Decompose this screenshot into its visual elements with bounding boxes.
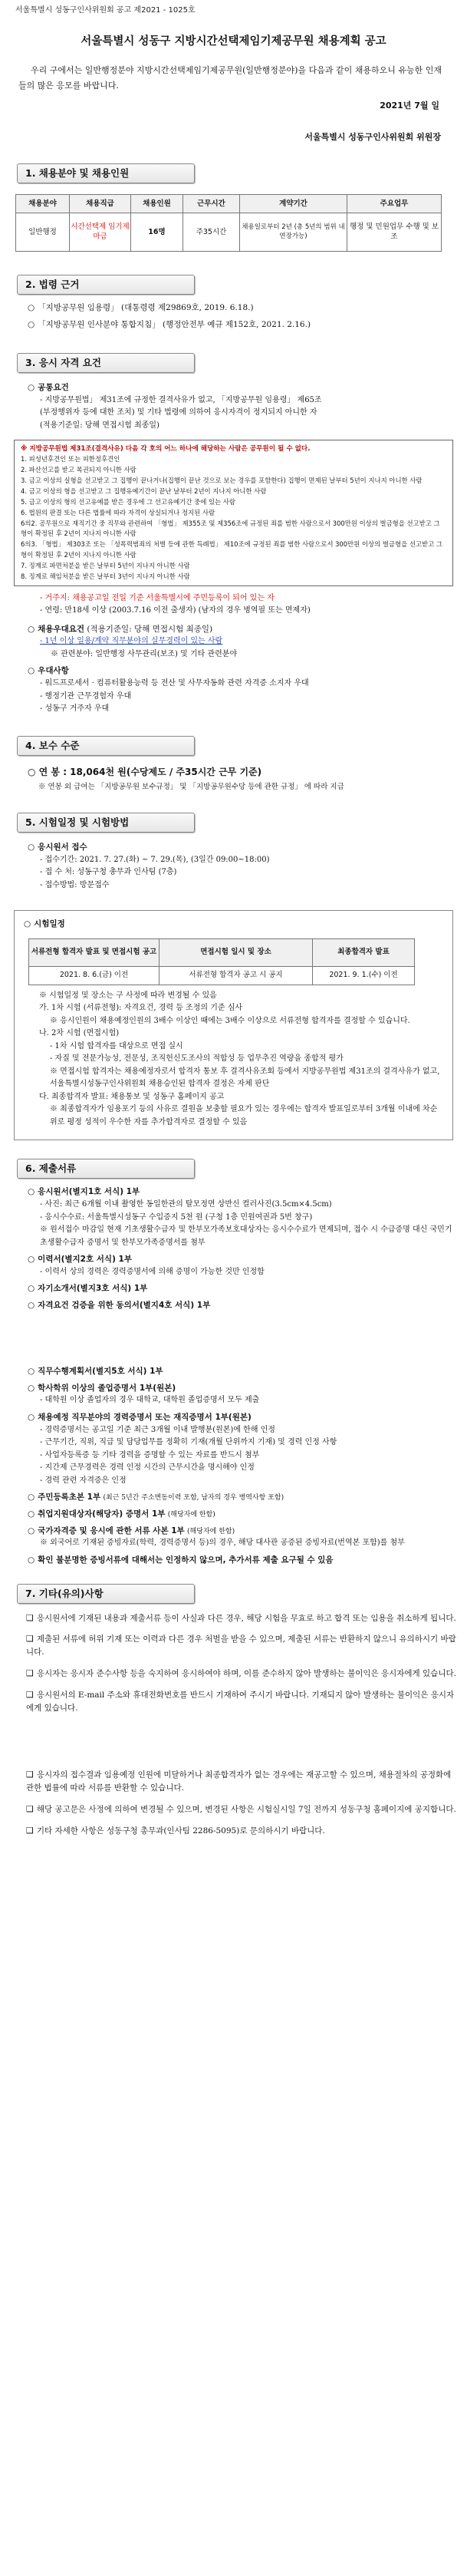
table-header: 면접시험 일시 및 장소 [160,938,313,966]
document-detail: ※ 원서접수 마감일 현재 기초생활수급자 및 한부모가족보호대상자는 응시수수료가 면제되며, 접수 시 수급증명 대신 국민기초생활수급자 증명서 및 한부모가족증명서를 첨부 [40,1225,452,1247]
disqualification-item: 2. 파산선고를 받고 복권되지 아니한 사람 [21,466,136,474]
table-header: 근무시간 [183,195,240,213]
document-item: ○ 학사학위 이상의 졸업증명서 1부(원본) [28,1383,176,1393]
table-header: 채용분야 [16,195,70,213]
notice-item: ❑ 응시자의 접수결과 임용예정 인원에 미달하거나 최종합격자가 없는 경우에는 재공고할 수 있으며, 채용절차의 공정화에 관한 법률에 따라 서류를 반환할 수 있습니다. [26,1770,452,1793]
notice-item: ❑ 기타 자세한 사항은 성동구청 총무과(인사팀 2286-5095)로 문의하시기 바랍니다. [26,1825,325,1836]
document-detail: - 이력서 상의 경력은 경력증명서에 의해 증명이 가능한 것만 인정함 [40,1267,265,1276]
bullet-icon: ○ [28,1525,35,1535]
table-cell: 2021. 9. 1.(수) 이전 [313,966,415,985]
schedule-box [14,910,453,1140]
checkbox-icon: ❑ [26,1825,34,1836]
bullet-icon: ○ [28,1492,35,1502]
age-requirement: - 연령: 만18세 이상 (2003.7.16 이전 출생자) (남자의 경우 병역필 또는 면제자) [40,606,311,615]
document-item: ○ 이력서(별지2호 서식) 1부 [28,1255,132,1265]
disqualification-item: 3. 금고 이상의 실형을 선고받고 그 집행이 끝나거나(집행이 끝난 것으로 보는 경우를 포함한다) 집행이 면제된 날부터 5년이 지나지 아니한 사람 [21,477,423,485]
bullet-icon: ○ [28,666,35,676]
preference-label: ○ 채용우대요건 (적용기준일: 당해 면접시험 최종일) [28,624,213,634]
table-row [16,213,442,252]
bullet-icon: ○ [28,1509,35,1519]
salary-note: ※ 연봉 외 급여는 「지방공무원 보수규정」 및 「지방공무원수당 등에 관한 규정」 에 따라 지급 [38,782,344,791]
document-detail: - 경력 관련 자격증은 인정 [40,1476,127,1485]
exam-step-note: ※ 응시인원이 채용예정인원의 3배수 이상인 때에는 3배수 이상으로 서류전형 합격자를 결정할 수 있습니다. [50,1016,410,1025]
disqualification-item: 6의2. 공무원으로 재직기간 중 직무와 관련하여 「형법」 제355조 및 제356조에 규정된 죄를 범한 사람으로서 300만원 이상의 벌금형을 선고받고 그 형이 확정된 후 2년이 지나지 아니한 사람 [21,519,440,538]
disqualification-item: 5. 금고 이상의 형의 선고유예를 받은 경우에 그 선고유예기간 중에 있는 사람 [21,497,235,506]
table-cell: 일반행정 [16,213,70,252]
section-4-heading: 4. 보수 수준 [17,736,195,756]
exam-schedule-label: ○ 시험일정 [24,919,65,929]
disqualification-item: 4. 금고 이상의 형을 선고받고 그 집행유예기간이 끝난 날부터 2년이 지나지 아니한 사람 [21,487,267,495]
disqualification-item: 6. 법원의 판결 또는 다른 법률에 따라 자격이 상실되거나 정지된 사람 [21,508,215,516]
law-item: ○ 「지방공무원 임용령」 (대통령령 제29869호, 2019. 6.18.) [28,303,254,313]
document-item: ○ 채용예정 직무분야의 경력증명서 또는 재직증명서 1부(원본) [28,1412,252,1422]
notice-date: 2021년 7월 일 [380,101,439,111]
notice-header: 서울특별시 성동구인사위원회 공고 제2021 - 1025호 [15,6,196,15]
bullet-icon: ○ [28,1555,35,1565]
table-header: 서류전형 합격자 발표 및 면접시험 공고 [29,938,160,966]
law-item: ○ 「지방공무원 인사분야 통합지침」 (행정안전부 예규 제152호, 2021. 2.16.) [28,320,311,330]
disqualification-item: 1. 피성년후견인 또는 피한정후견인 [21,455,120,463]
table-cell: 2021. 8. 6.(금) 이전 [29,966,160,985]
advantage-line: - 워드프로세서 · 컴퓨터활용능력 등 전산 및 사무자동화 관련 자격증 소지자 우대 [40,679,309,688]
bullet-icon: ○ [24,919,31,929]
disqualification-box [14,440,453,585]
exam-step-line: ※ 면접시험 합격자는 채용예정자로서 합격자 통보 후 결격사유조회 등에서 지방공무원법 제31조의 결격사유가 없고, 서울특별시성동구인사위원회 채용승인된 합격자 결정은 자체 판단 [50,1067,440,1089]
checkbox-icon: ❑ [26,1634,34,1644]
preference-note: ※ 관련분야: 일반행정 사무관리(보조) 및 기타 관련분야 [51,649,238,658]
application-label: ○ 응시원서 접수 [28,842,87,852]
bullet-icon: ○ [28,842,35,852]
checkbox-icon: ❑ [26,1612,34,1623]
schedule-table [28,938,415,985]
checkbox-icon: ❑ [26,1804,34,1815]
section-2-heading: 2. 법령 근거 [17,275,195,295]
table-header-row [16,195,442,213]
exam-step: 가. 1차 시험 (서류전형): 자격요건, 경력 등 조정의 기준 심사 [39,1004,243,1013]
table-header: 계약기간 [240,195,347,213]
issuer: 서울특별시 성동구인사위원회 위원장 [304,131,441,142]
table-header: 주요업무 [347,195,442,213]
section-5-heading: 5. 시험일정 및 시험방법 [17,813,195,833]
bullet-icon: ○ [28,624,35,634]
document-detail: ※ 외국어로 기재된 증빙자료(학력, 경력증명서 등)의 경우, 해당 대사관 공증된 증빙자료(번역본 포함)를 첨부 [40,1539,405,1548]
notice-item: ❑ 응시원서에 기재된 내용과 제출서류 등이 사실과 다른 경우, 해당 시험을 무효로 하고 합격 또는 임용을 취소하게 됩니다. [26,1612,456,1623]
notice-item: ❑ 응시원서의 E-mail 주소와 휴대전화번호를 반드시 기재하여 주시기 바랍니다. 기재되지 않아 발생하는 불이익은 응시자에게 있습니다. [26,1689,455,1713]
document-item: ○ 취업지원대상자(해당자) 증명서 1부 (해당자에 한함) [28,1509,215,1519]
common-requirement-line: (적용기준일: 당해 면접시험 최종일) [40,421,160,430]
table-cell: 행정 및 민원업무 수행 및 보조 [347,213,442,252]
application-line: - 접 수 처: 성동구청 총무과 인사팀 (7층) [40,868,177,877]
section-1-heading: 1. 채용분야 및 채용인원 [17,163,195,183]
table-row [29,966,415,985]
page-title: 서울특별시 성동구 지방시간선택제임기제공무원 채용계획 공고 [81,35,386,48]
spacer [11,1312,456,1361]
schedule-note: ※ 시험일정 및 장소는 구 사정에 따라 변경될 수 있음 [39,991,217,1000]
common-requirement-label: ○ 공통요건 [28,382,69,392]
document-item: ○ 자기소개서(별지3호 서식) 1부 [28,1284,148,1294]
recruit-table [15,194,442,252]
preference-line: - 1년 이상 일용/계약 직무분야의 실무경력이 있는 사람 [40,637,223,646]
document-detail: - 경력증명서는 공고일 기준 최근 3개월 이내 발행분(원본)에 한해 인정 [40,1425,275,1434]
document-detail: - 사업자등록증 등 기타 경력을 증명할 수 있는 자료를 반드시 첨부 [40,1450,260,1460]
section-3-heading: 3. 응시 자격 요건 [17,353,195,373]
spacer [11,1714,456,1760]
document-detail: - 지간제 근무경력은 경력 인정 시간의 근무시간을 명시해야 인정 [40,1463,255,1473]
table-header: 채용직급 [70,195,131,213]
application-line: - 접수기간: 2021. 7. 27.(화) ~ 7. 29.(목), (3일간 09:00~18:00) [40,855,270,864]
bullet-icon: ○ [28,303,35,313]
document-detail: - 근무기간, 직위, 직급 및 담당업무를 정확히 기재(개월 단위까지 기재) 및 경력 인정 사항 [40,1438,337,1447]
intro-paragraph: 우리 구에서는 일반행정분야 지방시간선택제임기제공무원(일반행정분야)을 다음과 같이 채용하오니 유능한 인재들의 많은 응모를 바랍니다. [18,64,442,91]
advantage-label: ○ 우대사항 [28,666,69,676]
common-requirement-line: - 지방공무원법」 제31조에 규정한 결격사유가 없고, 「지방공무원 임용령」 제65조 [40,395,322,404]
bullet-icon: ○ [28,1255,35,1265]
table-cell: 서류전형 합격자 공고 시 공지 [160,966,313,985]
checkbox-icon: ❑ [26,1770,34,1780]
common-requirement-line: (부정행위자 등에 대한 조치) 및 기타 법령에 의하여 응시자격이 정지되지 아니한 자 [40,408,317,417]
table-cell: 주35시간 [183,213,240,252]
bullet-icon: ○ [28,1301,35,1311]
bullet-icon: ○ [28,1366,35,1376]
document-detail: - 응시수수료: 서울특별시성동구 수입증지 5천 원 (구청 1층 민원여권과 5번 창구) [40,1212,313,1222]
exam-step: 다. 최종합격자 발표: 채용통보 및 성동구 홈페이지 공고 [39,1092,225,1101]
bullet-icon: ○ [28,382,35,392]
table-cell: 시간선택제 임기제마급 [70,213,131,252]
bullet-icon: ○ [28,1383,35,1393]
checkbox-icon: ❑ [26,1689,34,1700]
document-item: ○ 응시원서(별지1호 서식) 1부 [28,1187,140,1197]
exam-step: 나. 2차 시험 (면접시험) [39,1029,120,1038]
notice-item: ❑ 응시자는 응시자 준수사항 등을 숙지하여 응시하여야 하며, 이를 준수하지 않아 발생하는 불이익은 응시자에게 있습니다. [26,1668,456,1679]
document-item: ○ 국가자격증 및 응시에 관한 서류 사본 1부 (해당자에 한함) [28,1525,235,1535]
section-6-heading: 6. 제출서류 [17,1159,195,1179]
salary-line: ○ 연 봉 : 18,064천 원(수당제도 / 주35시간 근무 기준) [28,766,262,777]
section-7-heading: 7. 기타(유의)사항 [17,1584,195,1604]
table-cell: 채용일로부터 2년 (총 5년의 범위 내 연장가능) [240,213,347,252]
notice-item: ❑ 해당 공고문은 사정에 의하여 변경될 수 있으며, 변경된 사항은 시험실시일 7일 전까지 성동구청 홈페이지에 공지합니다. [26,1804,456,1815]
table-header: 최종합격자 발표 [313,938,415,966]
table-header: 채용인원 [131,195,183,213]
disqualification-item: 6의3. 「형법」 제303조 또는 「성폭력범죄의 처벌 등에 관한 특례법」 제10조에 규정된 죄를 범한 사람으로서 300만원 이상의 벌금형을 선고받고 그 형이 확정된 후 2년이 지나지 아니한 사람 [21,540,442,559]
exam-step-line: - 1차 시험 합격자를 대상으로 면접 실시 [50,1041,183,1051]
advantage-line: - 행정기관 근무경험자 우대 [40,691,132,701]
disqualification-heading: ※ 지방공무원법 제31조(결격사유) 다음 각 호의 어느 하나에 해당하는 사람은 공무원이 될 수 없다. [21,445,311,454]
document-detail: - 사진: 최근 6개월 이내 촬영한 동일한관의 탈모정면 상반신 컬러사진(3.5cm×4.5cm) [40,1200,332,1209]
application-line: - 접수방법: 방문접수 [40,880,110,889]
disqualification-item: 7. 징계로 파면처분을 받은 날부터 5년이 지나지 아니한 사람 [21,561,190,569]
bullet-icon: ○ [28,1187,35,1197]
exam-step-note: ※ 최종합격자가 임용포기 등의 사유로 결원을 보충할 필요가 있는 경우에는 합격자 발표일로부터 3개월 이내에 차순위로 평정 성적이 우수한 자를 추가합격자로 결정할 수 있음 [50,1105,438,1126]
document-item: ○ 직무수행계획서(별지5호 서식) 1부 [28,1366,163,1376]
table-header-row [29,938,415,966]
document-detail: - 대학원 이상 졸업자의 경우 대학교, 대학원 졸업증명서 모두 제출 [40,1396,260,1405]
bullet-icon: ○ [28,320,35,330]
notice-item: ❑ 제출된 서류에 허위 기재 또는 이력과 다른 경우 처벌을 받을 수 있으며, 제출된 서류는 반환하지 않으니 유의하시기 바랍니다. [26,1634,456,1657]
checkbox-icon: ❑ [26,1668,34,1679]
residence-requirement: - 거주지: 채용공고일 전일 기준 서울특별시에 주민등록이 되어 있는 자 [40,593,275,602]
advantage-line: - 성동구 거주자 우대 [40,704,110,714]
document-item: ○ 주민등록초본 1부 (최근 5년간 주소변동이력 포함, 남자의 경우 병역사항 포함) [28,1492,284,1502]
document-item: ○ 자격요건 검증을 위한 동의서(별지4호 서식) 1부 [28,1301,211,1311]
bullet-icon: ○ [28,1412,35,1422]
disqualification-item: 8. 징계로 해임처분을 받은 날부터 3년이 지나지 아니한 사람 [21,572,190,580]
table-cell: 16명 [131,213,183,252]
document-item: ○ 확인 불분명한 증빙서류에 대해서는 인정하지 않으며, 추가서류 제출 요구될 수 있음 [28,1555,334,1565]
bullet-icon: ○ [28,1284,35,1294]
exam-step-line: - 자질 및 전문가능성, 전문성, 조직헌신도조사의 적합성 등 업무추진 역량을 종합적 평가 [50,1054,344,1064]
